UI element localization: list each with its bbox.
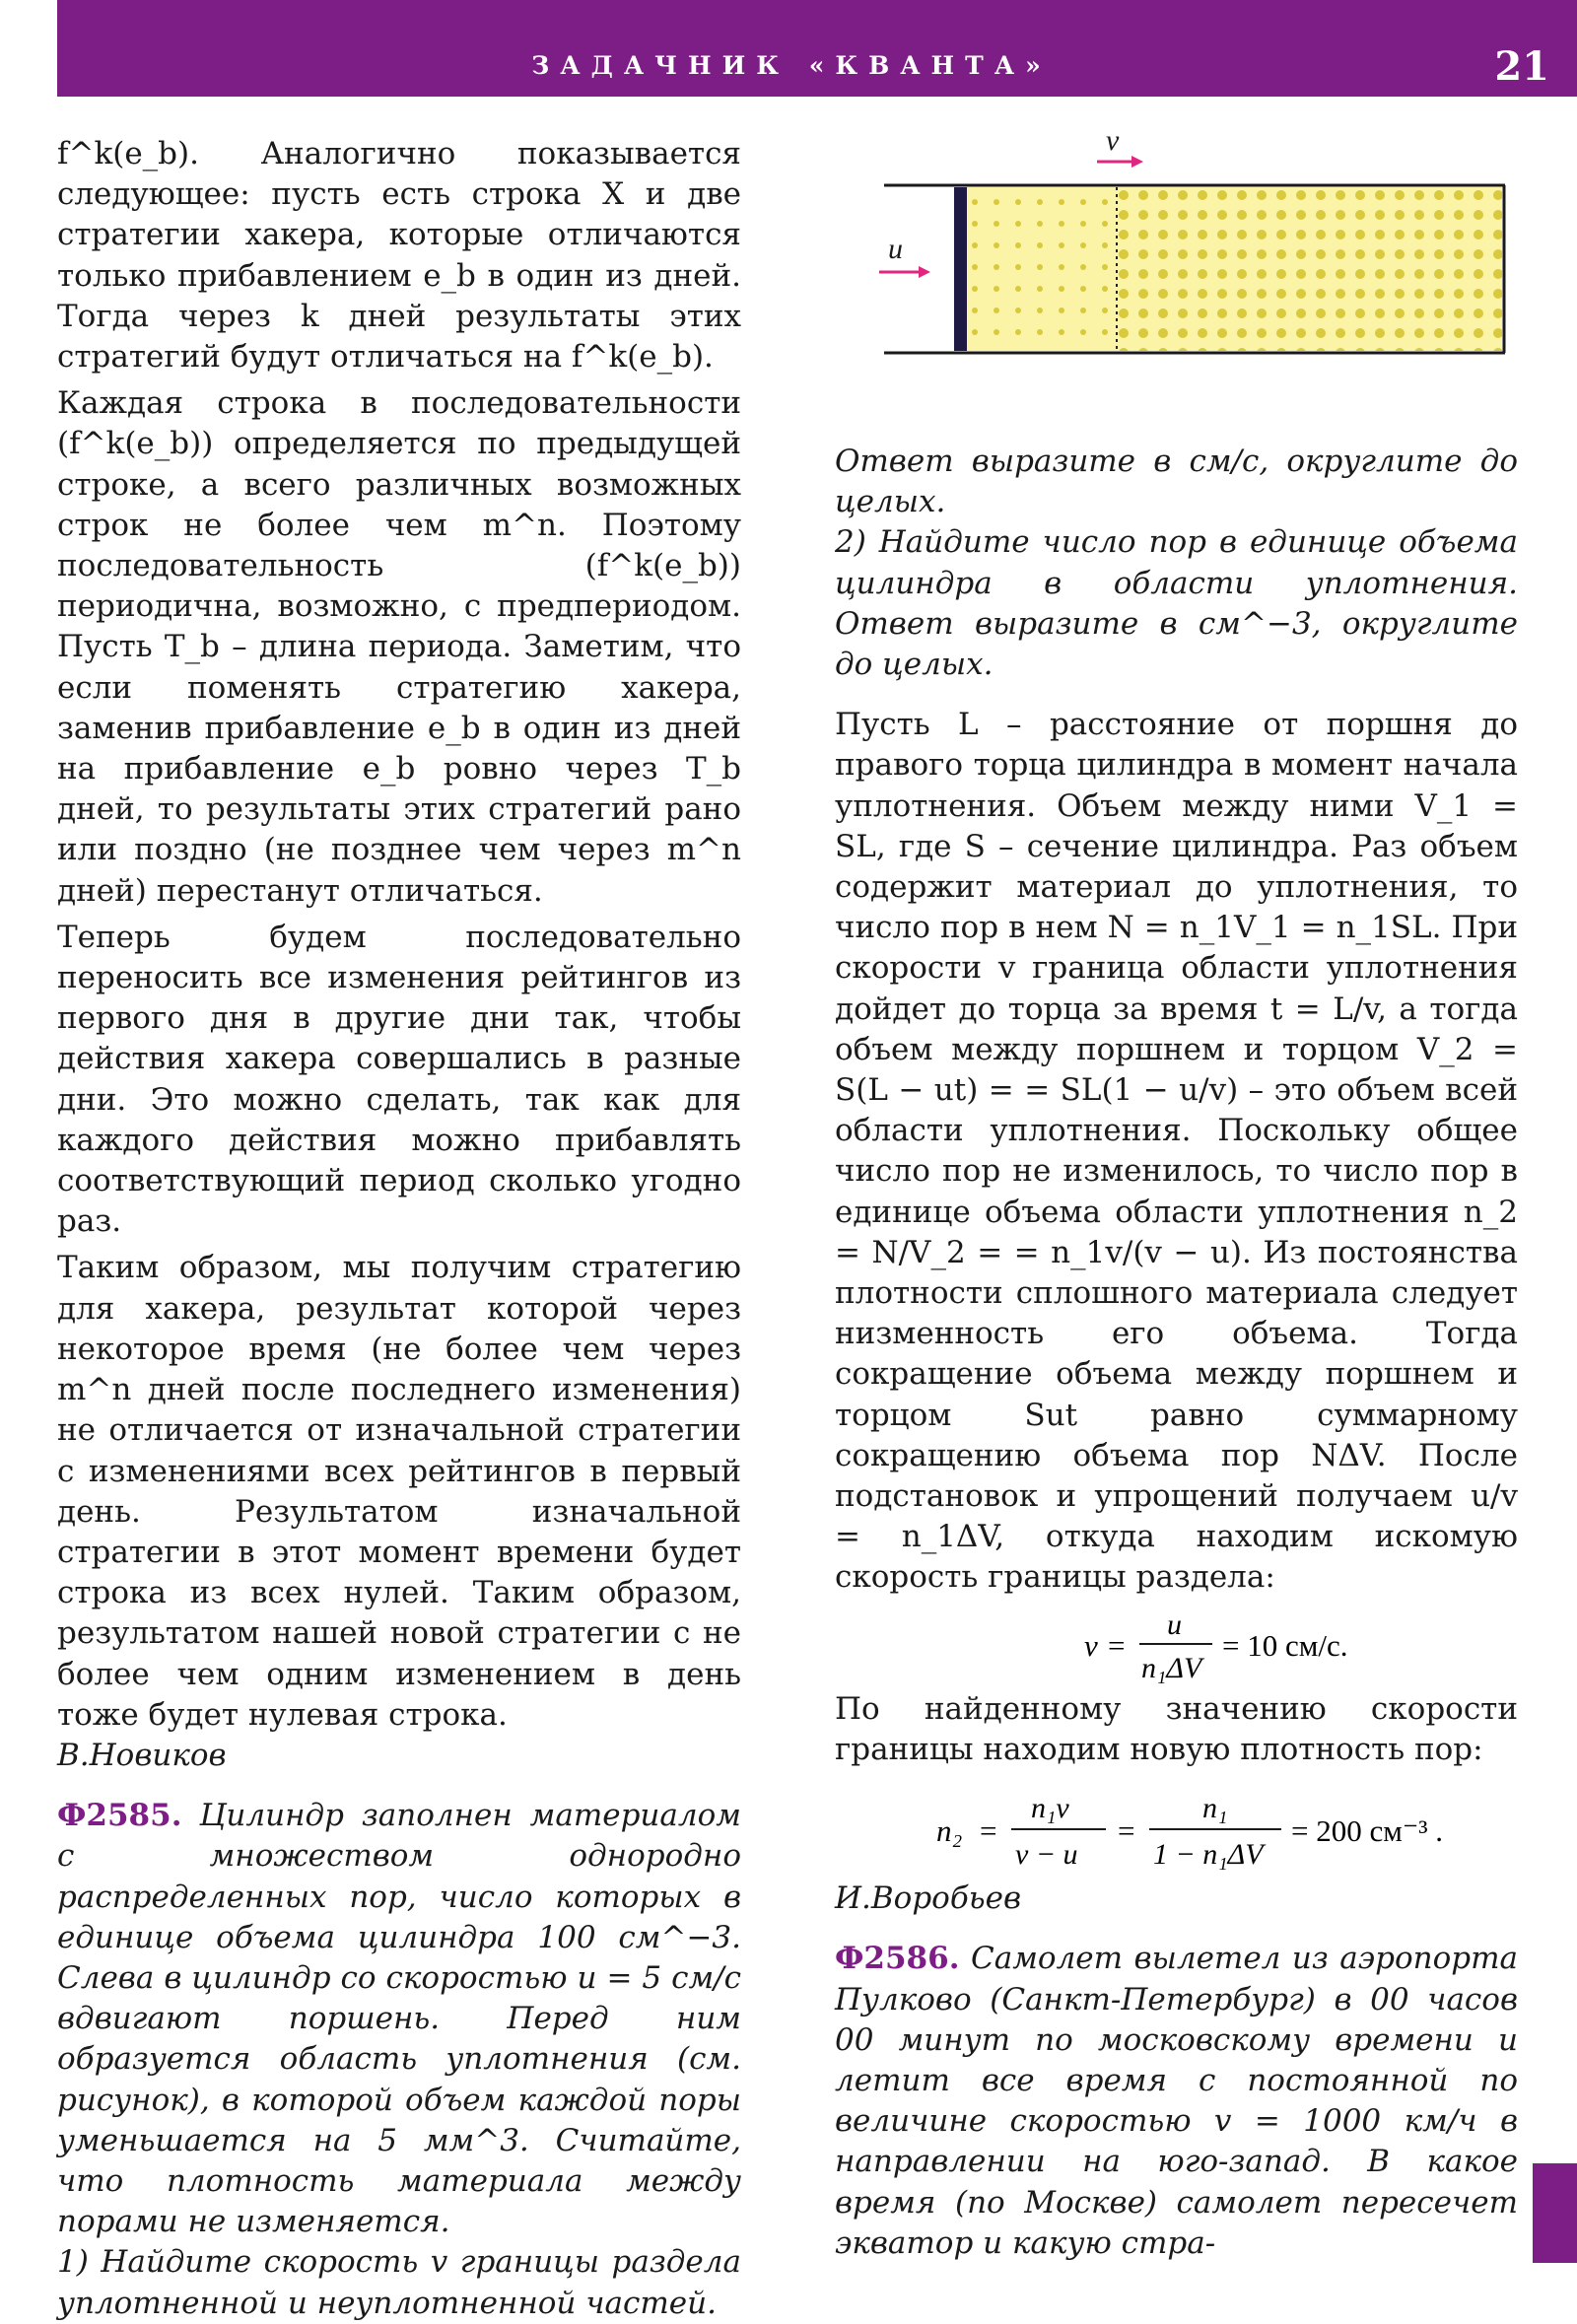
formula1-numerator: u: [1166, 1607, 1182, 1641]
formula1-lhs: v: [1083, 1627, 1098, 1663]
arrow-v-head: [1131, 156, 1143, 168]
solution-paragraph-2: По найденному значению скорости границы находим новую плотность пор:: [835, 1690, 1518, 1767]
author-vorobiev: И.Воробьев: [835, 1880, 1022, 1917]
formula-density: [835, 1770, 1518, 1879]
formula2-denominator-2: 1 − n₁ΔV: [1152, 1838, 1264, 1872]
problem-2586-statement: Самолет вылетел из аэропорта Пулково (Санкт-Петербург) в 00 часов 00 минут по московскому времени и летит все время с постоянной по величине скоростью v = 1000 км/ч в направлении на юго-запад. В какое время (по Москве) самолет пересечет экватор и какую стра-: [835, 1941, 1518, 2261]
left-paragraph-2: Каждая строка в последовательности (f^k(e_b)) определяется по предыдущей строке, а всего различных возможных строк не более чем m^n. Поэтому последовательность (f^k(e_b)) периодична, возможно, с предпериодом. Пусть T_b – длина периода. Заметим, что если поменять стратегию хакера, заменив прибавление e_b в один из дней на прибавление e_b ровно через T_b дней, то результаты этих стратегий рано или поздно (не позднее чем через m^n дней) перестанут отличаться.: [57, 385, 741, 909]
svg-text:=: =: [1117, 1813, 1134, 1849]
problem-2586-number: Ф2586.: [835, 1941, 960, 1977]
label-v: v: [1106, 126, 1120, 157]
problem-2585-statement: Цилиндр заполнен материалом с множеством однородно распределенных пор, число которых в единице объема цилиндра 100 см^−3. Слева в цилиндр со скоростью u = 5 см/с вдвигают поршень. Перед ним образуется область уплотнения (см. рисунок), в которой объем каждой поры уменьшается на 5 мм^3. Считайте, что плотность материала между порами не изменяется.: [57, 1798, 741, 2240]
problem-2585: [57, 1796, 741, 2242]
svg-text:=: =: [979, 1813, 996, 1849]
formula2-numerator-2: n₁: [1201, 1792, 1227, 1825]
problem-2585-question-1-cont: Ответ выразите в см/с, округлите до целых.: [835, 444, 1518, 520]
problem-2585-question-2: 2) Найдите число пор в единице объема цилиндра в области уплотнения. Ответ выразите в см^−3, округлите до целых.: [835, 524, 1518, 683]
header-bar: [57, 0, 1577, 97]
left-paragraph-3: Теперь будем последовательно переносить все изменения рейтингов из первого дня в другие дни так, чтобы действия хакера совершались в разные дни. Это можно сделать, так как для каждого действия можно прибавлять соответствующий период сколько угодно раз.: [57, 919, 741, 1240]
author-novikov: В.Новиков: [57, 1737, 227, 1773]
left-paragraph-1: f^k(e_b). Аналогично показывается следующее: пусть есть строка X и две стратегии хакера, которые отличаются только прибавлением e_b в один из дней. Тогда через k дней результаты этих стратегий будут отличаться на f^k(e_b).: [57, 136, 741, 376]
problem-2585-number: Ф2585.: [57, 1798, 182, 1834]
svg-text:=: =: [1107, 1627, 1125, 1663]
formula1-result: = 10 см/с.: [1221, 1627, 1347, 1663]
label-u: u: [888, 233, 903, 265]
formula1-denominator: n₁ΔV: [1140, 1651, 1201, 1684]
journal-section-title: ЗАДАЧНИК «КВАНТА»: [531, 51, 1052, 80]
arrow-u-head: [919, 266, 930, 278]
piston-cylinder-figure: [877, 126, 1508, 402]
piston: [954, 187, 967, 351]
formula2-lhs: n₂: [935, 1813, 962, 1849]
formula2-numerator-1: n₁v: [1030, 1792, 1069, 1825]
formula-velocity: [835, 1599, 1518, 1689]
right-column: [835, 442, 1518, 2264]
problem-2585-question-1: 1) Найдите скорость v границы раздела уплотненной и неуплотненной частей.: [57, 2244, 741, 2321]
problem-2586: [835, 1939, 1518, 2264]
formula2-result: = 200 см⁻³ .: [1290, 1813, 1443, 1849]
corner-tab: [1533, 2163, 1577, 2263]
page-number: 21: [1494, 43, 1549, 90]
solution-paragraph-1: Пусть L – расстояние от поршня до правого торца цилиндра в момент начала уплотнения. Объем между ними V_1 = SL, где S – сечение цилиндра. Раз объем содержит материал до уплотнения, то число пор в нем N = n_1V_1 = n_1SL. При скорости v граница области уплотнения дойдет до торца за время t = L/v, а тогда объем между поршнем и торцом V_2 = S(L − ut) = = SL(1 − u/v) – это объем всей области уплотнения. Поскольку общее число пор не изменилось, то число пор в единице объема области уплотнения n_2 = N/V_2 = = n_1v/(v − u). Из постоянства плотности сплошного материала следует низменность его объема. Тогда сокращение объема между поршнем и торцом Sut равно суммарному сокращению объема пор NΔV. После подстановок и упрощений получаем u/v = n_1ΔV, откуда находим искомую скорость границы раздела:: [835, 707, 1518, 1596]
left-paragraph-4: Таким образом, мы получим стратегию для хакера, результат которой через некоторое время (не более чем через m^n дней после последнего изменения) не отличается от изначальной стратегии с изменениями всех рейтингов в первый день. Результатом изначальной стратегии в этот момент времени будет строка из всех нулей. Таким образом, результатом нашей новой стратегии с не более чем одним изменением в день тоже будет нулевая строка.: [57, 1250, 741, 1733]
uncompressed-zone-pores: [1117, 187, 1502, 351]
left-column: [57, 134, 741, 2324]
formula2-denominator-1: v − u: [1014, 1838, 1078, 1872]
